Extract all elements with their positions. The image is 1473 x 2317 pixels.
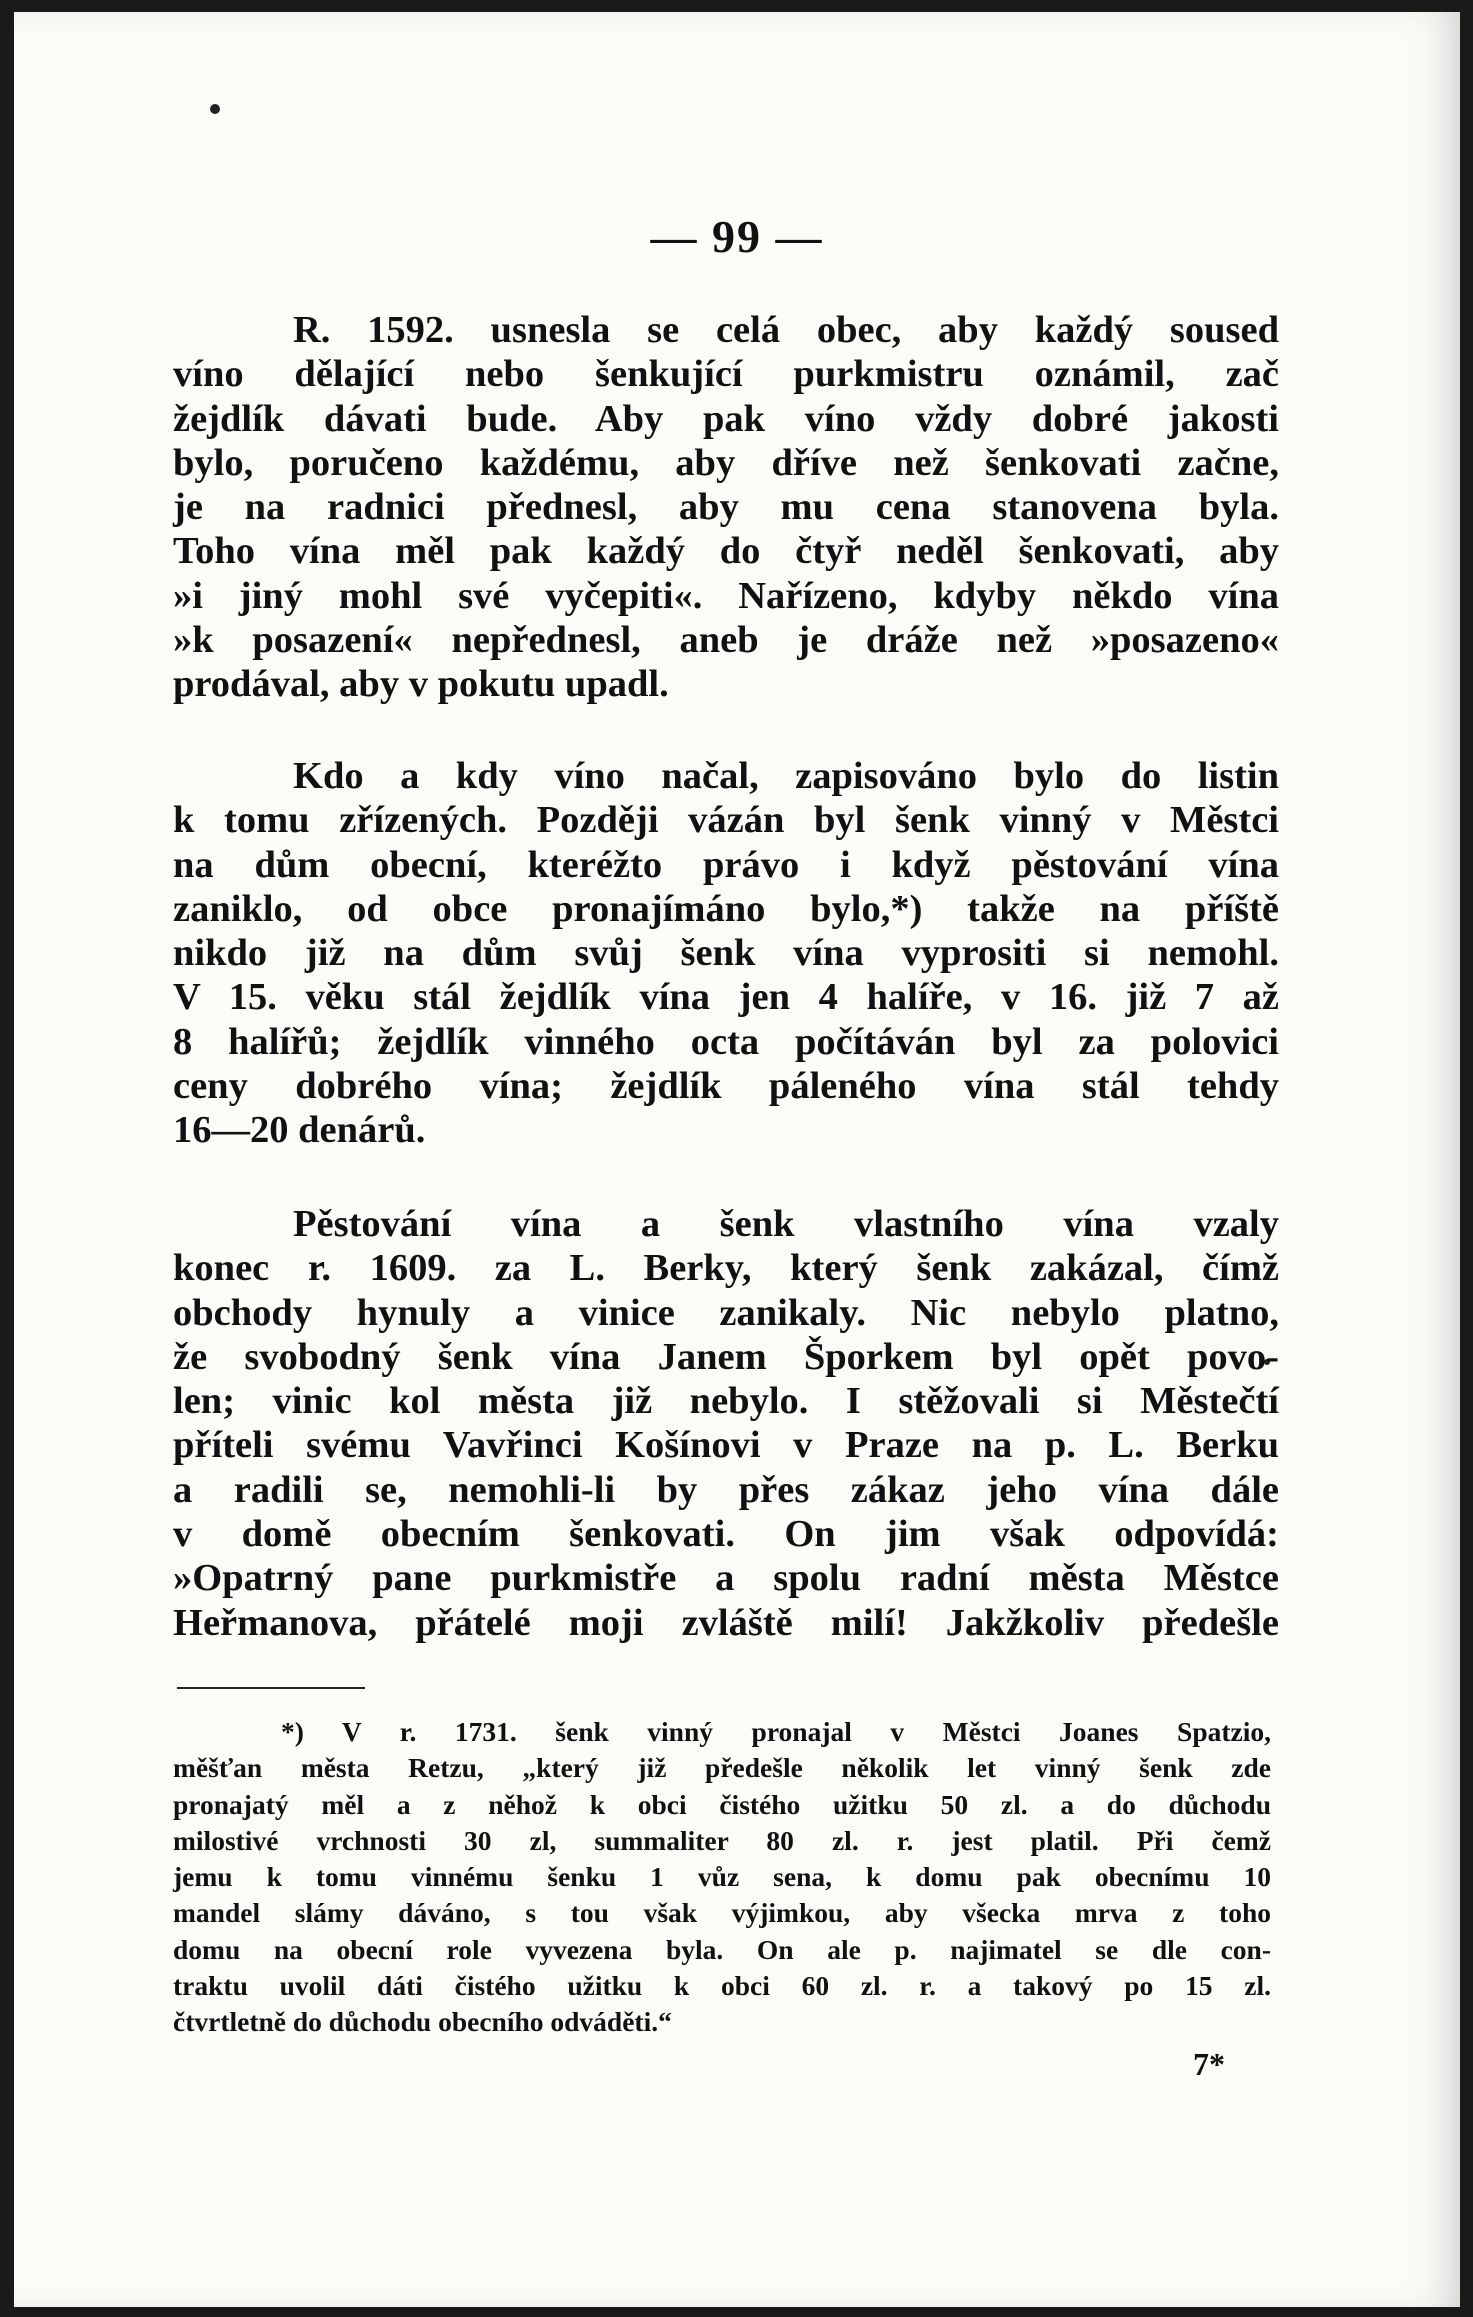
- text-line: nikdo již na dům svůj šenk vína vyprositi si nemohl.: [173, 932, 1279, 975]
- footnote-line: jemu k tomu vinnému šenku 1 vůz sena, k domu pak obecnímu 10: [173, 1861, 1271, 1893]
- text-line: je na radnici přednesl, aby mu cena stanovena byla.: [173, 486, 1279, 529]
- paragraph-1: [173, 308, 1279, 707]
- text-line: prodával, aby v pokutu upadl.: [173, 663, 669, 706]
- text-line: Kdo a kdy víno načal, zapisováno bylo do listin: [293, 755, 1279, 797]
- text-line: 8 halířů; žejdlík vinného octa počítáván byl za polovici: [173, 1020, 1279, 1063]
- footnote-line: traktu uvolil dáti čistého užitku k obci 60 zl. r. a takový po 15 zl.: [173, 1970, 1271, 2002]
- text-line: zaniklo, od obce pronajímáno bylo,*) takže na příště: [173, 887, 1279, 930]
- footnote-divider: [177, 1687, 365, 1689]
- footnote-line: pronajatý měl a z něhož k obci čistého užitku 50 zl. a do důchodu: [173, 1788, 1271, 1820]
- text-line: Pěstování vína a šenk vlastního vína vzaly: [293, 1203, 1279, 1245]
- text-line: R. 1592. usnesla se celá obec, aby každý soused: [293, 309, 1279, 351]
- footnote-line: měšťan města Retzu, „který již předešle několik let vinný šenk zde: [173, 1752, 1271, 1784]
- footnote-line: *) V r. 1731. šenk vinný pronajal v Městci Joanes Spatzio,: [281, 1716, 1271, 1747]
- text-line: »i jiný mohl své vyčepiti«. Nařízeno, kdyby někdo vína: [173, 574, 1279, 617]
- text-line: žejdlík dávati bude. Aby pak víno vždy dobré jakosti: [173, 397, 1279, 440]
- footnote-line: domu na obecní role vyvezena byla. On ale p. najimatel se dle con-: [173, 1933, 1271, 1965]
- signature-mark: 7*: [1193, 2046, 1225, 2082]
- text-line: příteli svému Vavřinci Košínovi v Praze na p. L. Berku: [173, 1424, 1279, 1467]
- text-line: víno dělající nebo šenkující purkmistru oznámil, zač: [173, 353, 1279, 396]
- text-line: bylo, poručeno každému, aby dříve než šenkovati začne,: [173, 441, 1279, 484]
- book-page: [14, 12, 1460, 2307]
- text-line: že svobodný šenk vína Janem Šporkem byl opět povo-: [173, 1335, 1279, 1378]
- text-line: k tomu zřízených. Později vázán byl šenk vinný v Městci: [173, 799, 1279, 842]
- text-line: Heřmanova, přátelé moji zvláště milí! Jakžkoliv předešle: [173, 1601, 1279, 1644]
- print-speck: [210, 104, 220, 114]
- footnote-line: čtvrtletně do důchodu obecního odváděti.“: [173, 2006, 672, 2038]
- text-line: v domě obecním šenkovati. On jim však odpovídá:: [173, 1513, 1279, 1556]
- text-line: »k posazení« nepřednesl, aneb je dráže než »posazeno«: [173, 619, 1279, 662]
- text-line: len; vinic kol města již nebylo. I stěžovali si Městečtí: [173, 1380, 1279, 1423]
- text-line: na dům obecní, kteréžto právo i když pěstování vína: [173, 843, 1279, 886]
- text-line: »Opatrný pane purkmistře a spolu radní města Městce: [173, 1557, 1279, 1600]
- paragraph-3: [173, 1202, 1279, 1645]
- text-line: ceny dobrého vína; žejdlík páleného vína stál tehdy: [173, 1065, 1279, 1108]
- footnote: [173, 1714, 1271, 2041]
- text-line: 16—20 denárů.: [173, 1109, 426, 1152]
- footnote-line: milostivé vrchnosti 30 zl, summaliter 80 zl. r. jest platil. Při čemž: [173, 1824, 1271, 1856]
- text-line: Toho vína měl pak každý do čtyř neděl šenkovati, aby: [173, 530, 1279, 573]
- paragraph-2: [173, 754, 1279, 1153]
- footnote-line: mandel slámy dáváno, s tou však výjimkou, aby všecka mrva z toho: [173, 1897, 1271, 1929]
- text-line: a radili se, nemohli-li by přes zákaz jeho vína dále: [173, 1468, 1279, 1511]
- text-line: obchody hynuly a vinice zanikaly. Nic nebylo platno,: [173, 1291, 1279, 1334]
- page-number: — 99 —: [650, 211, 824, 262]
- text-line: V 15. věku stál žejdlík vína jen 4 halíře, v 16. již 7 až: [173, 976, 1279, 1019]
- text-line: konec r. 1609. za L. Berky, který šenk zakázal, čímž: [173, 1247, 1279, 1290]
